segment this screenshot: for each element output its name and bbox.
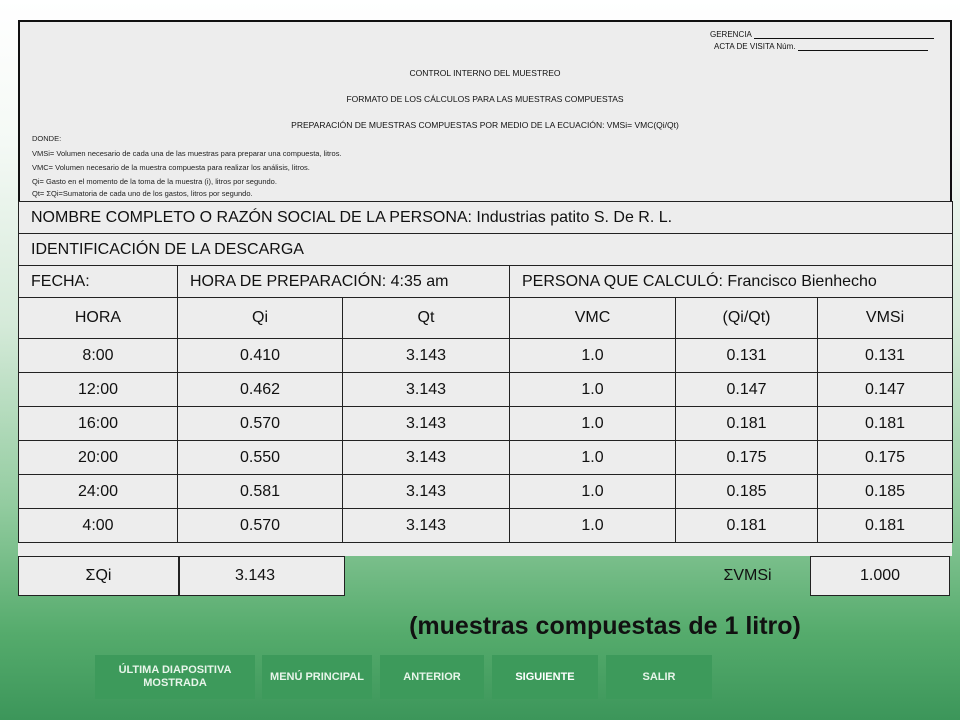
form-header	[18, 20, 952, 201]
date-row	[19, 266, 953, 298]
cell-vmsi: 0.181	[818, 509, 953, 543]
cell-qt: 3.143	[343, 373, 510, 407]
column-header-vmc: VMC	[510, 298, 676, 339]
cell-qt: 3.143	[343, 339, 510, 373]
gerencia-field	[710, 30, 934, 39]
cell-qt: 3.143	[343, 407, 510, 441]
calculated-by-cell: PERSONA QUE CALCULÓ: Francisco Bienhecho	[510, 266, 953, 298]
company-name-row	[19, 202, 953, 234]
cell-ratio: 0.181	[676, 509, 818, 543]
sum-vms-label: ΣVMSi	[723, 567, 772, 584]
cell-vmsi: 0.181	[818, 407, 953, 441]
cell-qi: 0.570	[178, 509, 343, 543]
table-row	[19, 441, 953, 475]
acta-field	[714, 42, 928, 51]
cell-hora: 8:00	[19, 339, 178, 373]
cell-qi: 0.410	[178, 339, 343, 373]
exit-label: SALIR	[642, 670, 676, 683]
main-menu-button[interactable]	[262, 655, 372, 699]
calculation-table	[18, 201, 953, 543]
gerencia-label: GERENCIA	[710, 30, 752, 39]
cell-qt: 3.143	[343, 475, 510, 509]
cell-qi: 0.581	[178, 475, 343, 509]
equation-line: PREPARACIÓN DE MUESTRAS COMPUESTAS POR MEDIO DE LA ECUACIÓN: VMSi= VMC(Qi/Qt)	[291, 120, 679, 130]
sum-qi-label: ΣQi	[18, 556, 179, 596]
cell-vmc: 1.0	[510, 407, 676, 441]
cell-qi: 0.570	[178, 407, 343, 441]
cell-vmc: 1.0	[510, 475, 676, 509]
cell-hora: 20:00	[19, 441, 178, 475]
cell-qi: 0.462	[178, 373, 343, 407]
acta-blank-line	[798, 50, 928, 51]
table-row	[19, 407, 953, 441]
cell-qi: 0.550	[178, 441, 343, 475]
last-slide-button[interactable]	[95, 655, 255, 699]
cell-ratio: 0.185	[676, 475, 818, 509]
cell-ratio: 0.131	[676, 339, 818, 373]
definition-line: DONDE:	[32, 134, 62, 143]
column-header-row	[19, 298, 953, 339]
discharge-id-row	[19, 234, 953, 266]
column-header-hora: HORA	[19, 298, 178, 339]
previous-label: ANTERIOR	[403, 670, 461, 683]
exit-button[interactable]	[606, 655, 712, 699]
last-slide-label: ÚLTIMA DIAPOSITIVA MOSTRADA	[118, 664, 232, 689]
main-menu-label: MENÚ PRINCIPAL	[270, 670, 364, 683]
cell-ratio: 0.175	[676, 441, 818, 475]
cell-hora: 4:00	[19, 509, 178, 543]
cell-vmc: 1.0	[510, 339, 676, 373]
form-sheet	[18, 20, 952, 556]
column-header-vmsi: VMSi	[818, 298, 953, 339]
company-name-cell: NOMBRE COMPLETO O RAZÓN SOCIAL DE LA PERSONA: Industrias patito S. De R. L.	[19, 202, 953, 234]
discharge-id-cell: IDENTIFICACIÓN DE LA DESCARGA	[19, 234, 953, 266]
column-header-ratio: (Qi/Qt)	[676, 298, 818, 339]
cell-vmc: 1.0	[510, 373, 676, 407]
date-cell: FECHA:	[19, 266, 178, 298]
cell-vmsi: 0.147	[818, 373, 953, 407]
table-row	[19, 373, 953, 407]
acta-label: ACTA DE VISITA Núm.	[714, 42, 796, 51]
form-title: CONTROL INTERNO DEL MUESTREO	[409, 68, 561, 78]
cell-qt: 3.143	[343, 441, 510, 475]
cell-hora: 16:00	[19, 407, 178, 441]
definition-line: Qt= ΣQi=Sumatoria de cada uno de los gastos, litros por segundo.	[32, 189, 253, 198]
previous-button[interactable]	[380, 655, 484, 699]
cell-ratio: 0.147	[676, 373, 818, 407]
cell-vmsi: 0.131	[818, 339, 953, 373]
sum-qi-value: 3.143	[179, 556, 345, 596]
footer-note: (muestras compuestas de 1 litro)	[409, 612, 801, 640]
cell-vmsi: 0.185	[818, 475, 953, 509]
cell-vmc: 1.0	[510, 441, 676, 475]
table-row	[19, 475, 953, 509]
column-header-qi: Qi	[178, 298, 343, 339]
definition-line: VMSi= Volumen necesario de cada una de las muestras para preparar una compuesta, litros.	[32, 149, 342, 158]
cell-hora: 24:00	[19, 475, 178, 509]
form-subtitle: FORMATO DE LOS CÁLCULOS PARA LAS MUESTRAS COMPUESTAS	[346, 94, 624, 104]
next-label: SIGUIENTE	[515, 670, 575, 683]
cell-vmc: 1.0	[510, 509, 676, 543]
next-button[interactable]	[492, 655, 598, 699]
definition-line: VMC= Volumen necesario de la muestra compuesta para realizar los análisis, litros.	[32, 163, 310, 172]
cell-vmsi: 0.175	[818, 441, 953, 475]
table-row	[19, 339, 953, 373]
cell-qt: 3.143	[343, 509, 510, 543]
table-row	[19, 509, 953, 543]
cell-ratio: 0.181	[676, 407, 818, 441]
cell-hora: 12:00	[19, 373, 178, 407]
definition-line: Qi= Gasto en el momento de la toma de la muestra (i), litros por segundo.	[32, 177, 277, 186]
column-header-qt: Qt	[343, 298, 510, 339]
sum-vms-value: 1.000	[810, 556, 950, 596]
gerencia-blank-line	[754, 38, 934, 39]
prep-time-cell: HORA DE PREPARACIÓN: 4:35 am	[178, 266, 510, 298]
